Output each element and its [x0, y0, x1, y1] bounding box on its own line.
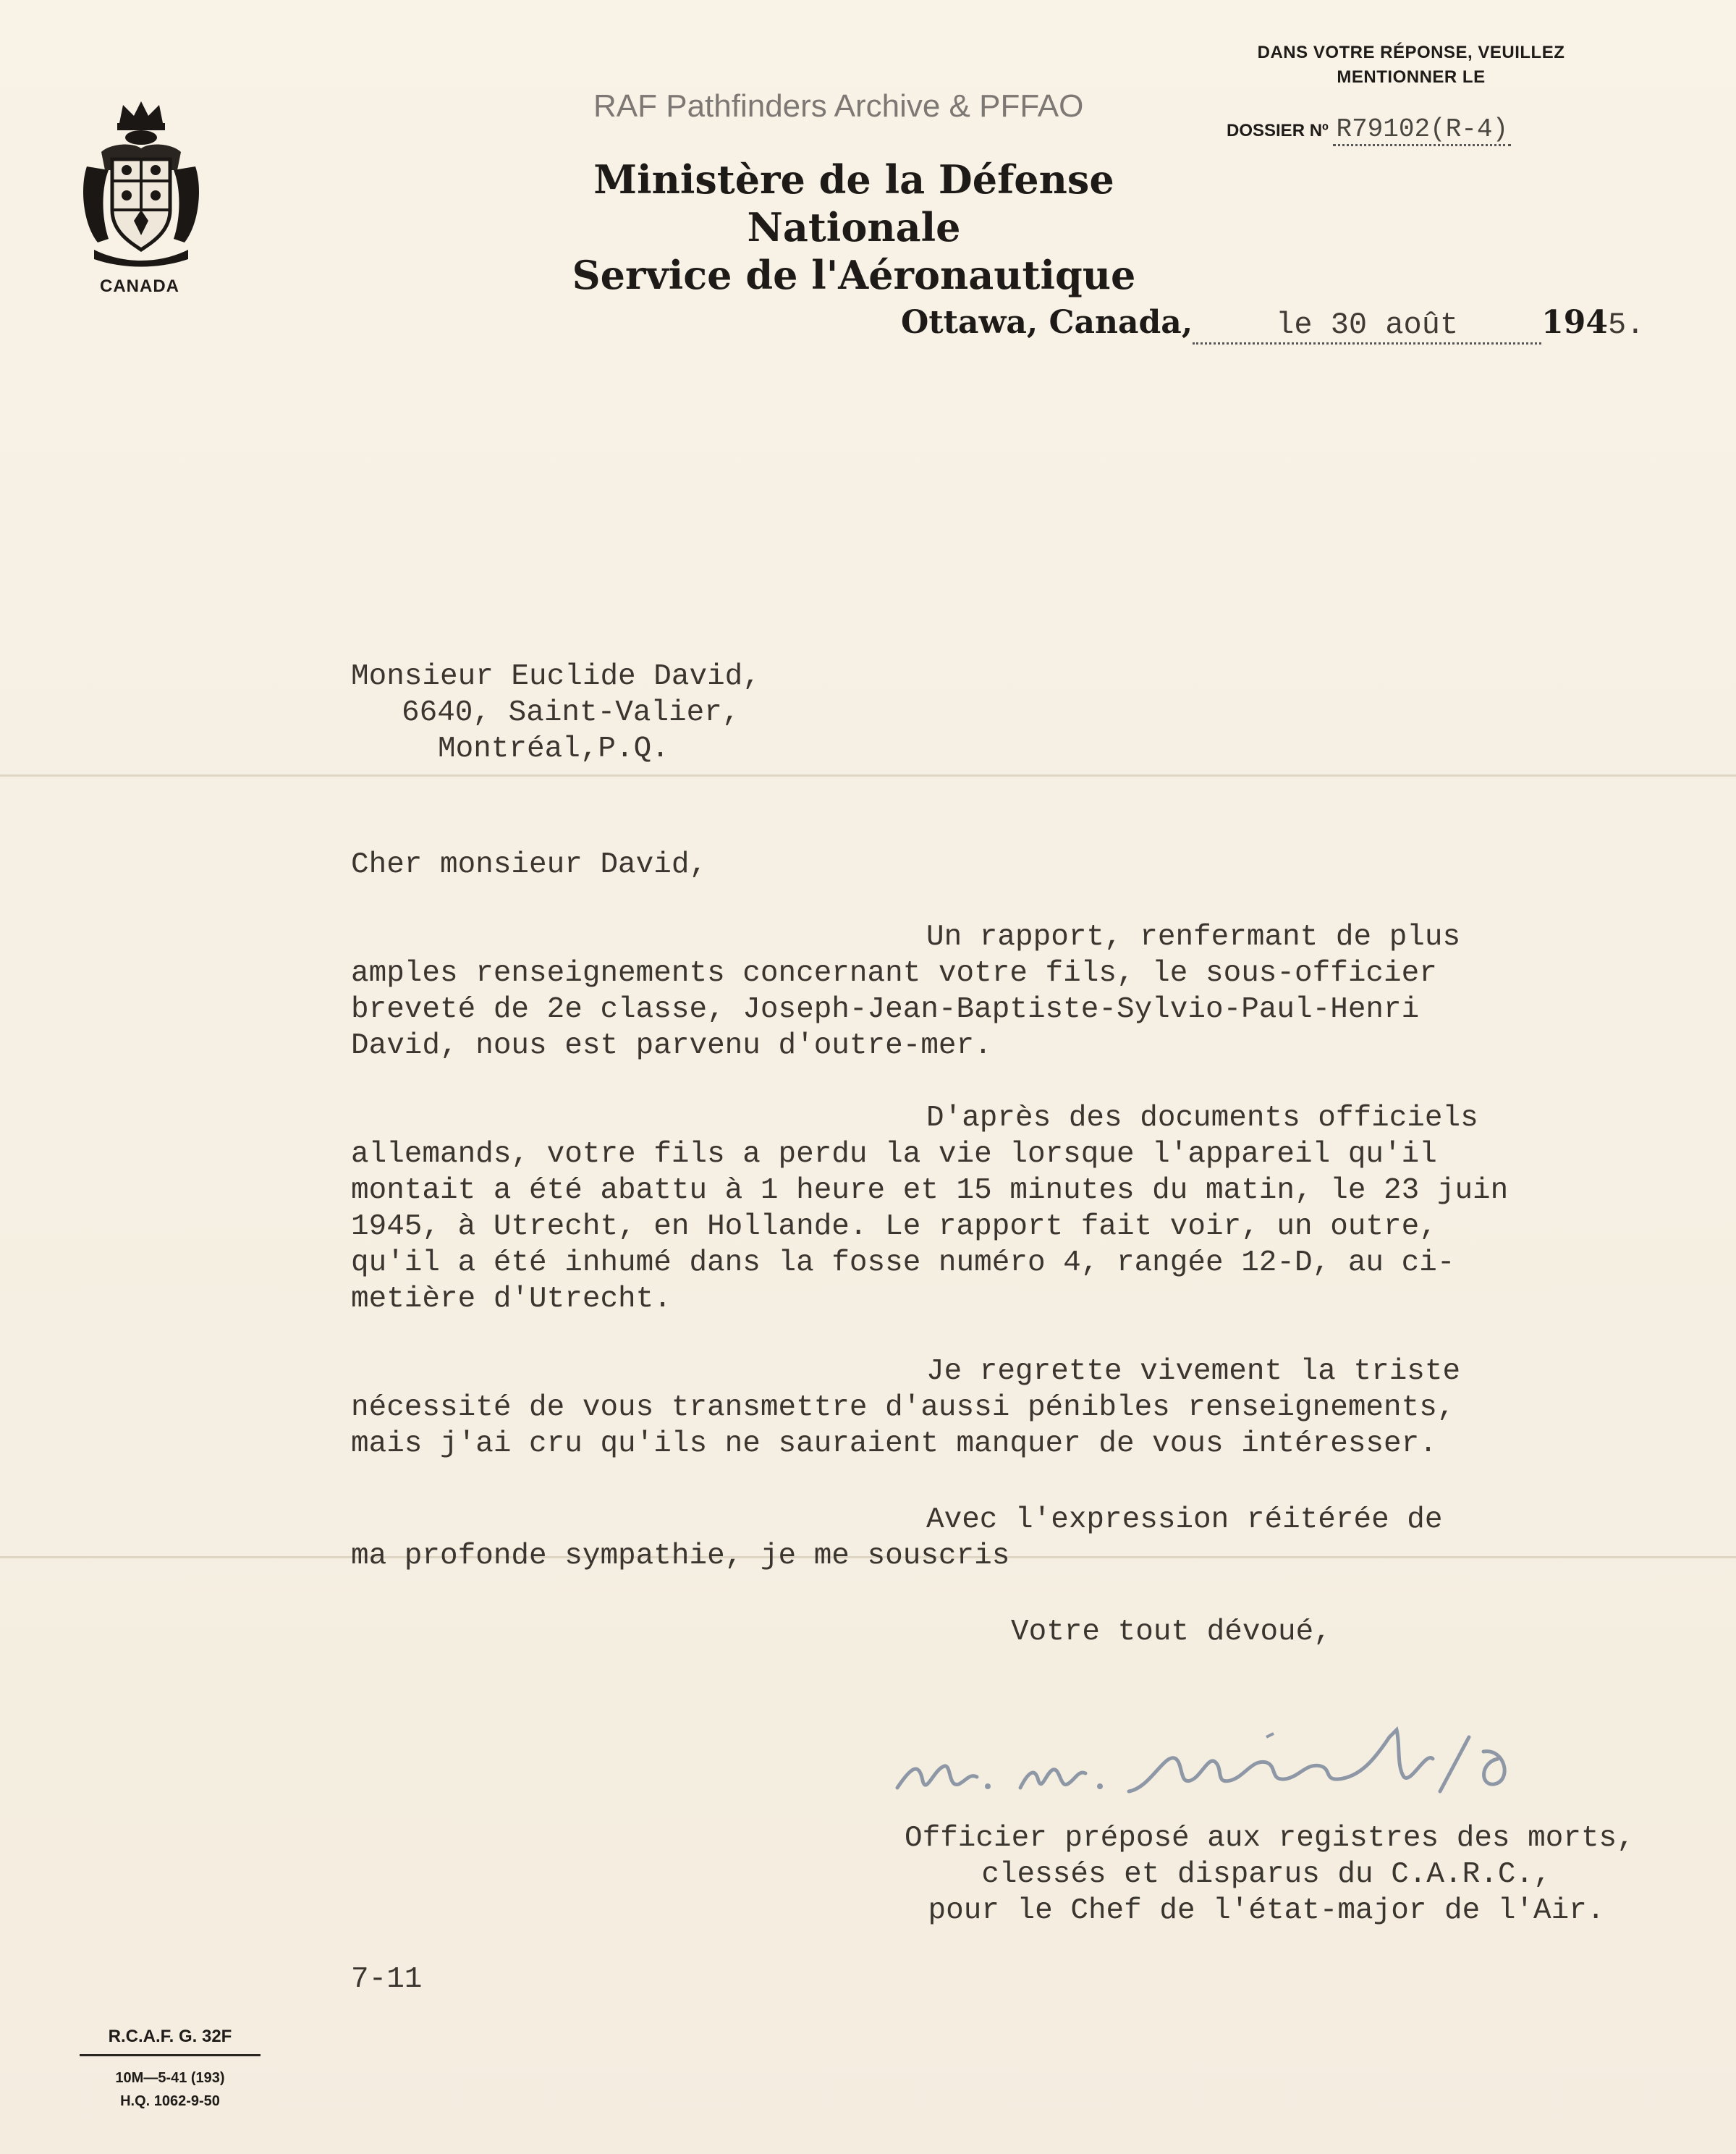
ministry-heading — [528, 156, 1180, 299]
closing: Votre tout dévoué, — [1011, 1616, 1331, 1649]
text-line: qu'il a été inhumé dans la fosse numéro 4, rangée 12-D, au ci- — [351, 1246, 1455, 1280]
text-line: metière d'Utrecht. — [351, 1283, 672, 1316]
address-line: Montréal,P.Q. — [438, 732, 669, 766]
text-line: ma profonde sympathie, je me souscris — [351, 1540, 1010, 1573]
text-line: allemands, votre fils a perdu la vie lorsque l'appareil qu'il — [351, 1138, 1437, 1171]
dateline — [901, 304, 1645, 345]
print-line: 10M—5-41 (193) — [115, 2070, 225, 2086]
reference-number: 7-11 — [351, 1963, 423, 1996]
form-code-block — [80, 2027, 261, 2113]
year-suffix: 5. — [1608, 308, 1645, 342]
text-line: Officier préposé aux registres des morts, — [905, 1822, 1635, 1855]
country-label: CANADA — [100, 276, 179, 296]
coat-of-arms-icon — [80, 101, 203, 268]
hq-line: H.Q. 1062-9-50 — [120, 2093, 220, 2109]
reply-instructions — [1194, 41, 1628, 90]
text-line: mais j'ai cru qu'ils ne sauraient manquer de vous intéresser. — [351, 1427, 1437, 1461]
letter-date: le 30 août — [1276, 308, 1459, 342]
address-line: 6640, Saint-Valier, — [402, 696, 740, 730]
reply-line: DANS VOTRE RÉPONSE, VEUILLEZ — [1257, 43, 1565, 62]
text-line: D'après des documents officiels — [926, 1102, 1478, 1135]
dossier-reference — [1227, 114, 1632, 146]
text-line: Avec l'expression réitérée de — [926, 1503, 1443, 1537]
form-code: R.C.A.F. G. 32F — [80, 2027, 261, 2056]
text-line: pour le Chef de l'état-major de l'Air. — [928, 1894, 1605, 1927]
body-paragraph — [351, 1100, 1538, 1317]
archive-watermark: RAF Pathfinders Archive & PFFAO — [593, 88, 1084, 124]
body-paragraph — [351, 1502, 1538, 1574]
text-line: breveté de 2e classe, Joseph-Jean-Baptiste-Sylvio-Paul-Henri — [351, 993, 1420, 1026]
text-line: montait a été abattu à 1 heure et 15 minutes du matin, le 23 juin — [351, 1174, 1509, 1207]
place: Ottawa, Canada, — [901, 304, 1193, 341]
fold-line — [0, 774, 1736, 777]
address-line: Monsieur Euclide David, — [351, 660, 761, 693]
year-prefix: 194 — [1541, 304, 1608, 341]
service-name: Service de l'Aéronautique — [572, 252, 1136, 298]
text-line: Un rapport, renfermant de plus — [926, 921, 1461, 954]
text-line: David, nous est parvenu d'outre-mer. — [351, 1029, 992, 1063]
text-line: nécessité de vous transmettre d'aussi pénibles renseignements, — [351, 1391, 1455, 1424]
body-paragraph — [351, 1353, 1538, 1462]
dossier-number: R79102(R-4) — [1336, 114, 1509, 144]
text-line: amples renseignements concernant votre fils, le sous-officier — [351, 957, 1437, 990]
signatory-title — [905, 1820, 1635, 1929]
body-paragraph — [351, 919, 1538, 1064]
text-line: clessés et disparus du C.A.R.C., — [981, 1858, 1551, 1891]
salutation: Cher monsieur David, — [351, 848, 708, 882]
text-line: 1945, à Utrecht, en Hollande. Le rapport fait voir, un outre, — [351, 1210, 1437, 1243]
text-line: Je regrette vivement la triste — [926, 1355, 1461, 1388]
dossier-label: DOSSIER Nº — [1227, 121, 1329, 140]
reply-line: MENTIONNER LE — [1337, 67, 1486, 87]
ministry-name: Ministère de la Défense Nationale — [593, 156, 1114, 250]
